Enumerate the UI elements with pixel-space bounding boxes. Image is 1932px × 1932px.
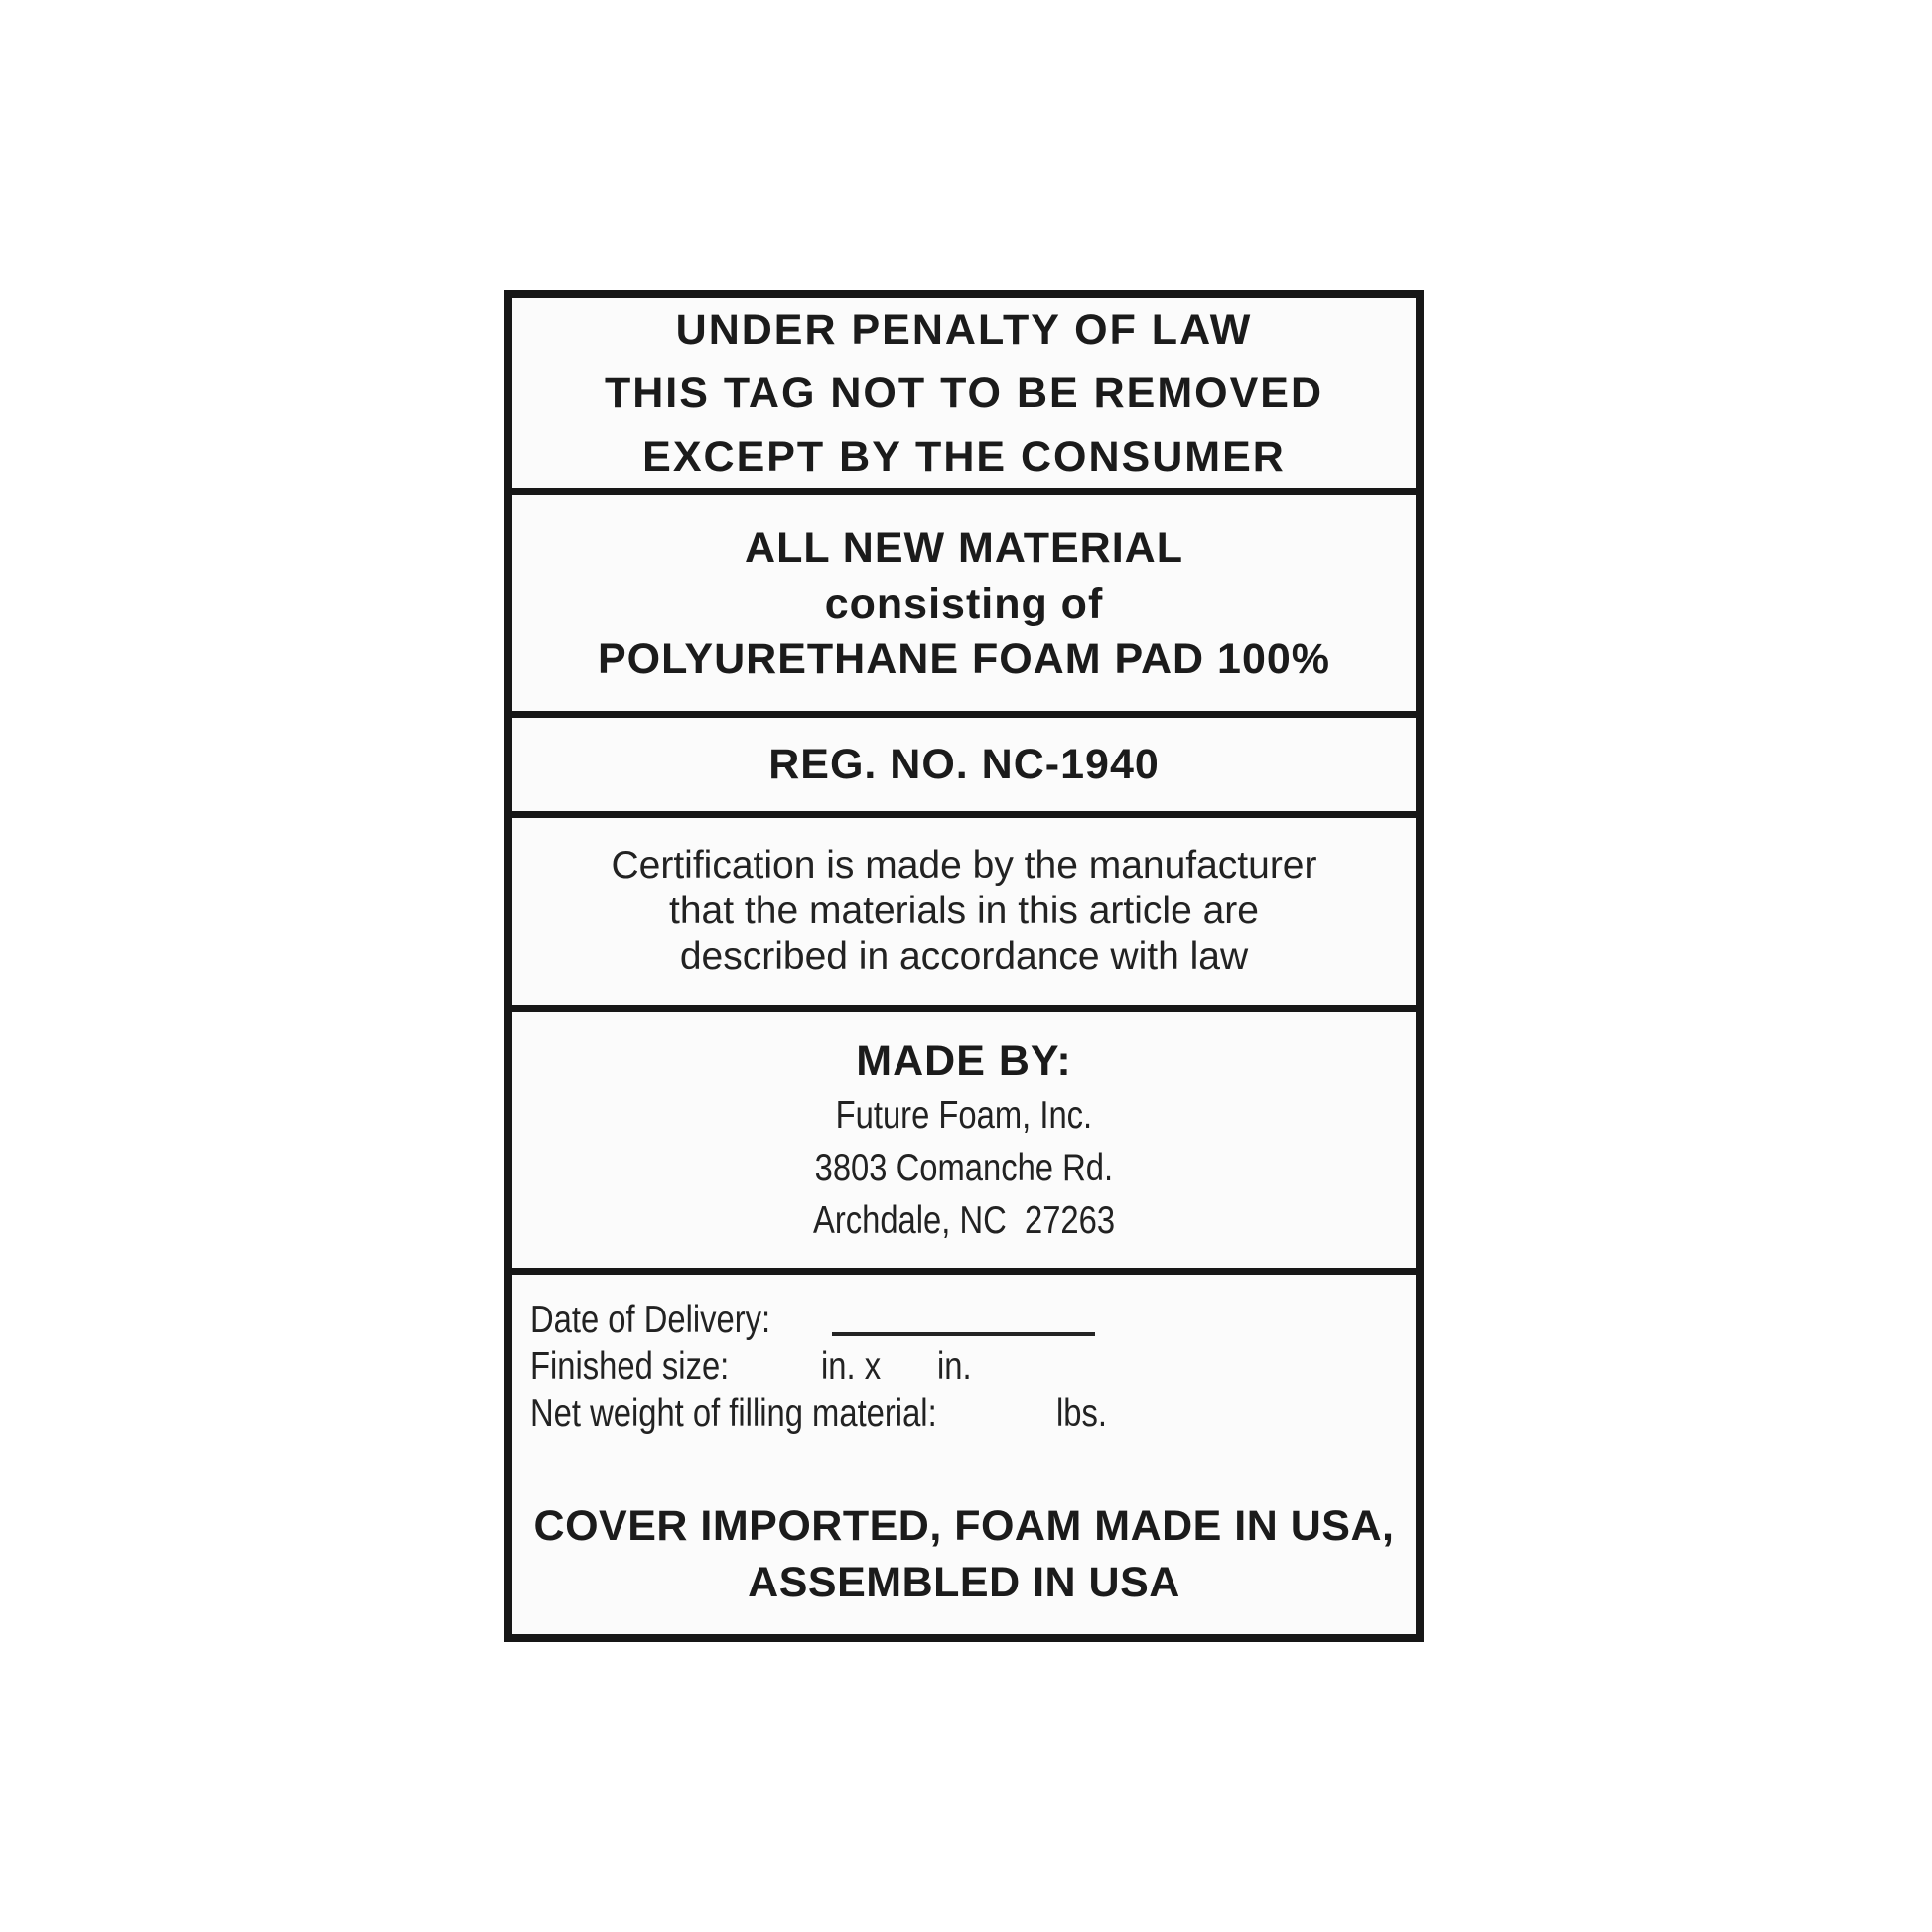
penalty-line-3: EXCEPT BY THE CONSUMER: [642, 433, 1286, 481]
origin-line-1: COVER IMPORTED, FOAM MADE IN USA,: [533, 1502, 1395, 1550]
finished-size-row: [512, 1343, 1416, 1390]
origin-line-2: ASSEMBLED IN USA: [748, 1559, 1180, 1606]
material-line-3: POLYURETHANE FOAM PAD 100%: [597, 634, 1331, 683]
section-material: [512, 495, 1416, 718]
section-made-by: [512, 1012, 1416, 1275]
finished-size-unit-2: in.: [936, 1345, 972, 1388]
made-by-city-state-zip-text: Archdale, NC 27263: [812, 1198, 1116, 1242]
made-by-company: [811, 1089, 1117, 1142]
material-line-1: ALL NEW MATERIAL: [745, 523, 1183, 572]
net-weight-unit: lbs.: [1055, 1392, 1107, 1435]
section-penalty: [512, 298, 1416, 495]
made-by-company-text: Future Foam, Inc.: [835, 1093, 1093, 1137]
made-by-city-state-zip: [784, 1194, 1144, 1247]
net-weight-row: [512, 1390, 1416, 1437]
law-tag: [504, 290, 1424, 1642]
made-by-street: [786, 1142, 1142, 1194]
material-line-2: consisting of: [824, 579, 1104, 627]
made-by-street-text: 3803 Comanche Rd.: [814, 1146, 1114, 1189]
section-registration: [512, 718, 1416, 818]
penalty-line-1: UNDER PENALTY OF LAW: [675, 306, 1253, 353]
date-of-delivery-row: [512, 1297, 1416, 1343]
origin-statement: [512, 1498, 1416, 1611]
penalty-line-2: THIS TAG NOT TO BE REMOVED: [604, 369, 1324, 417]
certification-line-2: that the materials in this article are: [669, 890, 1259, 932]
finished-size-unit-1: in. x: [821, 1345, 882, 1388]
net-weight-label: Net weight of filling material:: [530, 1392, 937, 1435]
made-by-heading: MADE BY:: [856, 1036, 1072, 1085]
certification-line-1: Certification is made by the manufacturer: [611, 844, 1317, 887]
registration-number: REG. NO. NC-1940: [768, 740, 1160, 788]
date-of-delivery-blank: [832, 1303, 1095, 1336]
section-details: [512, 1275, 1416, 1632]
certification-line-3: described in accordance with law: [679, 935, 1249, 978]
section-certification: [512, 818, 1416, 1012]
finished-size-label: Finished size:: [530, 1345, 730, 1388]
date-of-delivery-label: Date of Delivery:: [530, 1299, 771, 1341]
